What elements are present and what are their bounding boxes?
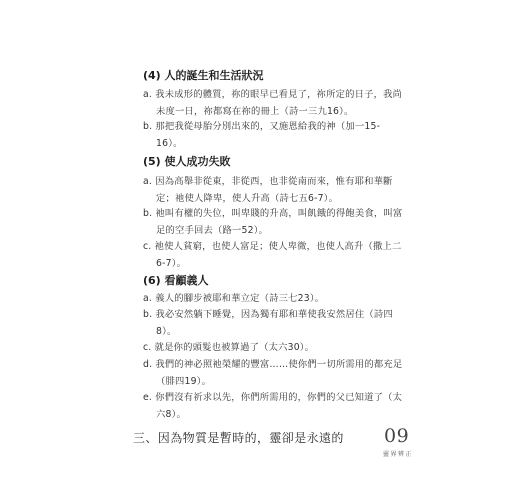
page-number: 09 (384, 425, 410, 447)
list-item: a. 因為高舉非從東，非從西，也非從南而來，惟有耶和華斷定；祂使人降卑，使人升高（詩七五6-7）。 (143, 176, 393, 204)
list-item: a. 我未成形的體質，祢的眼早已看見了，祢所定的日子，我尚未度一日，祢都寫在祢的冊上（詩一三九16）。 (143, 89, 403, 117)
subheading-care-for-righteous: (6) 看顧義人 (143, 274, 209, 287)
section-title: 三、因為物質是暫時的，靈卻是永遠的 (133, 431, 344, 445)
list-item: e. 你們沒有祈求以先，你們所需用的，你們的父已知道了（太六8）。 (143, 392, 403, 420)
list-item: c. 就是你的頭髮也被算過了（太六30）。 (143, 342, 315, 353)
list-item: d. 我們的神必照祂榮耀的豐富……使你們一切所需用的都充足（腓四19）。 (143, 359, 403, 387)
list-item: b. 祂叫有權的失位，叫卑賤的升高，叫飢餓的得飽美食，叫富足的空手回去（路一52）。 (143, 208, 403, 236)
list-item: b. 那把我從母胎分別出來的，又施恩給我的神（加一15-16）。 (143, 121, 381, 149)
running-head: 靈界辨正 (383, 451, 414, 458)
list-item: b. 我必安然躺下睡覺，因為獨有耶和華使我安然居住（詩四8）。 (143, 309, 393, 337)
subheading-birth-and-life: (4) 人的誕生和生活狀況 (143, 69, 264, 82)
list-item: a. 義人的腳步被耶和華立定（詩三七23）。 (143, 293, 325, 304)
list-item: c. 祂使人貧窮，也使人富足；使人卑微，也使人高升（撒上二6-7）。 (143, 241, 402, 269)
subheading-success-failure: (5) 使人成功失敗 (143, 155, 231, 168)
